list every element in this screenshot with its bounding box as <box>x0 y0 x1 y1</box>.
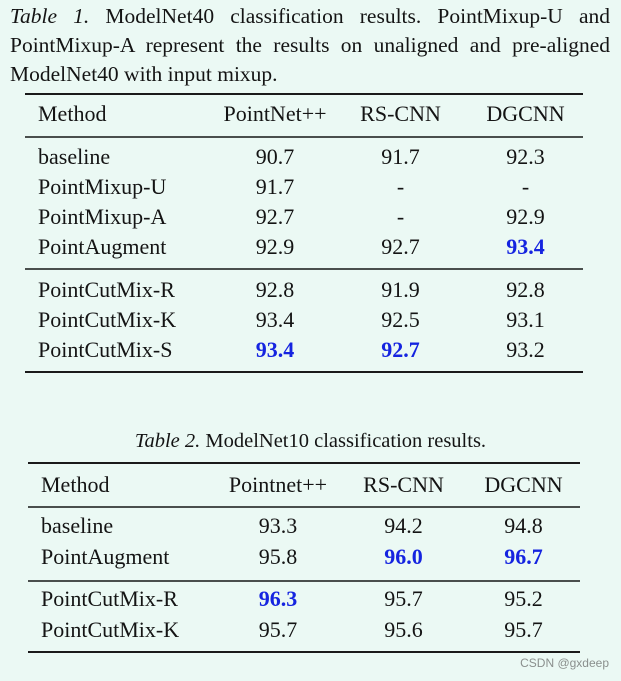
value-cell: - <box>396 204 405 229</box>
value-cell: 91.7 <box>255 174 295 199</box>
method-cell: PointCutMix-R <box>38 277 175 302</box>
table2-caption-label: Table 2. <box>134 430 201 452</box>
watermark: CSDN @gxdeep <box>520 656 609 670</box>
method-cell: PointCutMix-R <box>41 586 178 611</box>
value-cell: 93.4 <box>255 307 295 332</box>
value-cell: 92.9 <box>506 204 545 229</box>
table1-caption <box>10 2 610 89</box>
best-value-cell: 96.7 <box>504 544 543 569</box>
value-cell: 92.5 <box>381 307 420 332</box>
value-cell: 90.7 <box>255 144 295 169</box>
value-cell: 92.8 <box>506 277 545 302</box>
table2-header-rule <box>28 506 580 508</box>
best-value-cell: 92.7 <box>381 337 420 362</box>
table2-header-col1: Pointnet++ <box>228 472 328 497</box>
value-cell: 92.3 <box>506 144 545 169</box>
table1-header-method: Method <box>38 101 107 126</box>
value-cell: 92.7 <box>381 234 420 259</box>
method-cell: PointCutMix-K <box>41 617 180 642</box>
value-cell: 95.7 <box>504 617 543 642</box>
table1-caption-label: Table 1. <box>10 4 90 28</box>
table1-header-rule <box>25 136 583 138</box>
method-cell: PointMixup-U <box>38 174 167 199</box>
best-value-cell: 93.4 <box>506 234 545 259</box>
best-value-cell: 96.3 <box>258 586 298 611</box>
method-cell: PointAugment <box>38 234 167 259</box>
best-value-cell: 93.4 <box>255 337 295 362</box>
table1-bottom-rule <box>25 371 583 373</box>
value-cell: 93.2 <box>506 337 545 362</box>
value-cell: 92.9 <box>255 234 295 259</box>
value-cell: 91.9 <box>381 277 420 302</box>
value-cell: 95.7 <box>258 617 298 642</box>
value-cell: 95.8 <box>258 544 298 569</box>
value-cell: 94.8 <box>504 513 543 538</box>
value-cell: 92.7 <box>255 204 295 229</box>
value-cell: 94.2 <box>384 513 423 538</box>
table1-header-col2: RS-CNN <box>360 101 441 126</box>
method-cell: PointCutMix-S <box>38 337 173 362</box>
value-cell: 92.8 <box>255 277 295 302</box>
value-cell: 95.2 <box>504 586 543 611</box>
value-cell: 91.7 <box>381 144 420 169</box>
table1-caption-text: ModelNet40 classification results. PointMixup-U and PointMixup-A represent the results on unaligned and pre-aligned ModelNet40 with input mixup. <box>10 4 611 86</box>
table2-header-method: Method <box>41 472 110 497</box>
table1-top-rule <box>25 93 583 95</box>
table2-top-rule <box>28 462 580 464</box>
best-value-cell: 96.0 <box>384 544 423 569</box>
method-cell: baseline <box>41 513 114 538</box>
table1-mid-rule <box>25 268 583 270</box>
method-cell: PointAugment <box>41 544 170 569</box>
value-cell: - <box>521 174 530 199</box>
value-cell: 93.1 <box>506 307 545 332</box>
method-cell: baseline <box>38 144 111 169</box>
table2-bottom-rule <box>28 651 580 653</box>
value-cell: 95.7 <box>384 586 423 611</box>
table2-header-col3: DGCNN <box>484 472 563 497</box>
method-cell: PointCutMix-K <box>38 307 177 332</box>
table2-header-col2: RS-CNN <box>363 472 444 497</box>
table2-caption <box>0 428 621 454</box>
table1-header-col3: DGCNN <box>486 101 565 126</box>
table2-mid-rule <box>28 580 580 582</box>
method-cell: PointMixup-A <box>38 204 167 229</box>
value-cell: 95.6 <box>384 617 423 642</box>
value-cell: - <box>396 174 405 199</box>
table2-caption-text: ModelNet10 classification results. <box>200 430 487 452</box>
table1-header-col1: PointNet++ <box>223 101 327 126</box>
value-cell: 93.3 <box>258 513 298 538</box>
